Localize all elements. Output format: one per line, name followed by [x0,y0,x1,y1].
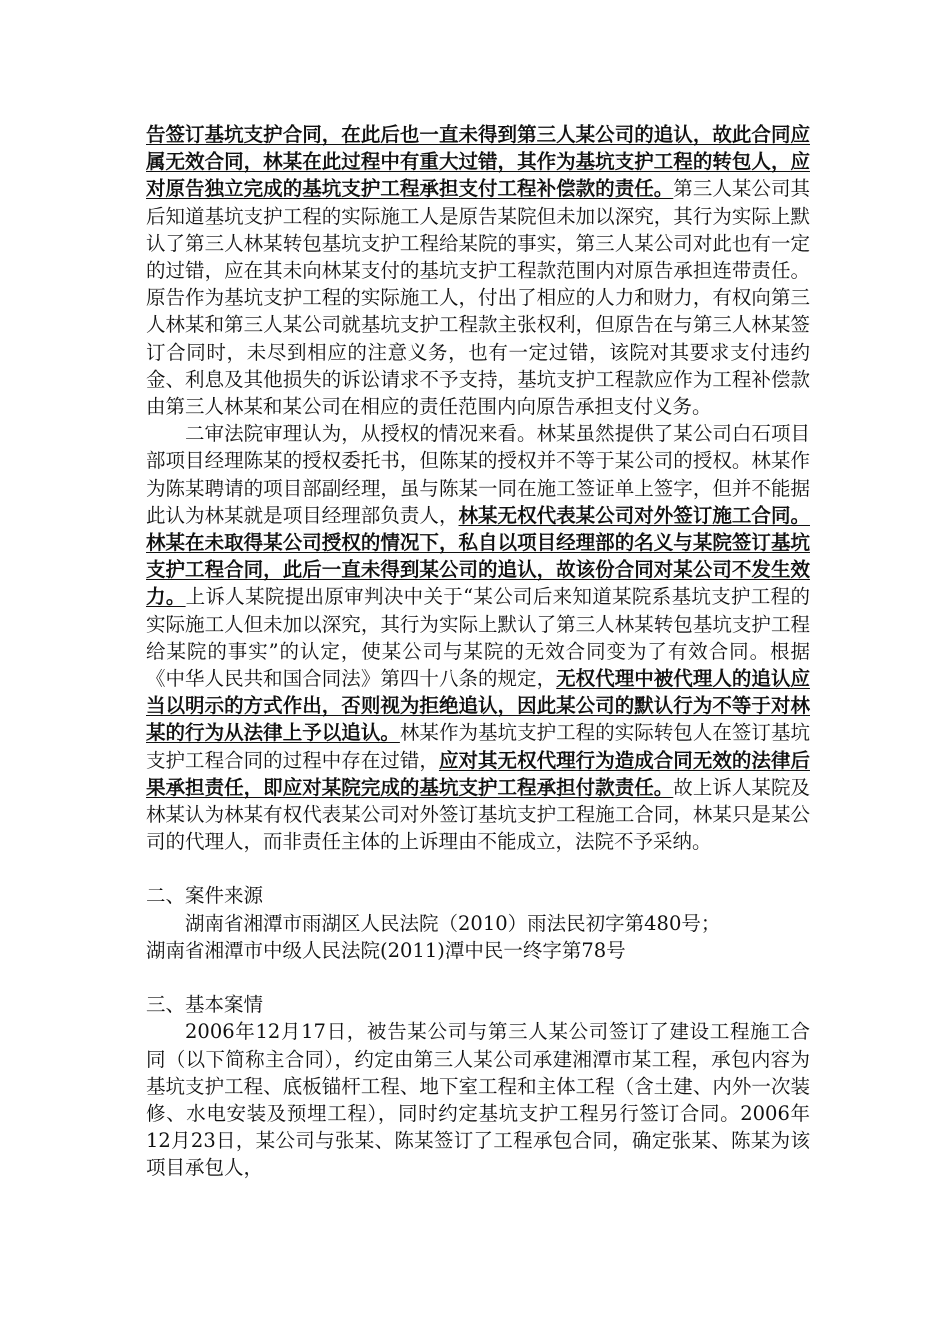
emphasized-text: 应对其无权代理行为造成合同无效的法律后果承担责任，即应对某院完成的基坑支护工程承担付款责任。 [146,748,810,799]
spacer [146,855,810,882]
paragraph-second-instance-reasoning [146,420,810,855]
emphasized-text: 告签订基坑支护合同，在此后也一直未得到第三人某公司的追认，故此合同应属无效合同，林某在此过程中有重大过错，其作为基坑支护工程的转包人，应对原告独立完成的基坑支护工程承担支付工程补偿款的责任。 [146,123,810,201]
body-text: 二审法院审理认为，从授权的情况来看。林某虽然提供了某公司白石项目部项目经理陈某的授权委托书，但陈某的授权并不等于某公司的授权。林某作为陈某聘请的项目部副经理，虽与陈某一同在施工签证单上签字，但并不能据此认为林某就是项目经理部负责人， [146,422,810,527]
emphasized-text: 林某无权代表某公司对外签订施工合同。林某在未取得某公司授权的情况下，私自以项目经理部的名义与某院签订基坑支护工程合同，此后一直未得到某公司的追认，故该份合同对某公司不发生效力。 [146,503,810,609]
body-text: 上诉人某院提出原审判决中关于“某公司后来知道某院系基坑支护工程的实际施工人但未加以深究，其行为实际上默认了第三人林某转包基坑支护工程给某院的事实”的认定，使某公司与某院的无效合同变为了有效合同。根据《中华人民共和国合同法》第四十八条的规定， [146,585,810,691]
section-heading-case-source: 二、案件来源 [146,884,264,908]
case-source-line: 湖南省湘潭市中级人民法院(2011)潭中民一终字第78号 [146,938,626,962]
document-page [146,121,810,1182]
body-text: 第三人某公司其后知道基坑支护工程的实际施工人是原告某院但未加以深究，其行为实际上默认了第三人林某转包基坑支护工程给某院的事实，第三人某公司对此也有一定的过错，应在其未向林某支付的基坑支护工程款范围内对原告承担连带责任。原告作为基坑支护工程的实际施工人，付出了相应的人力和财力，有权向第三人林某和第三人某公司就基坑支护工程款主张权利，但原告在与第三人林某签订合同时，未尽到相应的注意义务，也有一定过错，该院对其要求支付违约金、利息及其他损失的诉讼请求不予支持，基坑支护工程款应作为工程补偿款由第三人林某和某公司在相应的责任范围内向原告承担支付义务。 [146,177,810,419]
case-source-line: 湖南省湘潭市雨湖区人民法院（2010）雨法民初字第480号； [185,911,721,935]
spacer [146,964,810,991]
emphasized-text: 无权代理中被代理人的追认应当以明示的方式作出，否则视为拒绝追认，因此某公司的默认行为不等于对林某的行为从法律上予以追认。 [146,667,810,745]
paragraph-first-instance-reasoning [146,121,810,420]
body-text: 林某作为基坑支护工程的实际转包人在签订基坑支护工程合同的过程中存在过错， [146,721,810,772]
body-text: 故上诉人某院及林某认为林某有权代表某公司对外签订基坑支护工程施工合同，林某只是某公司的代理人，而非责任主体的上诉理由不能成立，法院不予采纳。 [146,775,810,854]
paragraph-basic-facts: 2006年12月17日，被告某公司与第三人某公司签订了建设工程施工合同（以下简称主合同），约定由第三人某公司承建湘潭市某工程，承包内容为基坑支护工程、底板锚杆工程、地下室工程和主体工程（含土建、内外一次装修、水电安装及预埋工程），同时约定基坑支护工程另行签订合同。2006年12月23日，某公司与张某、陈某签订了工程承包合同，确定张某、陈某为该项目承包人， [146,1020,810,1180]
section-heading-basic-facts: 三、基本案情 [146,993,264,1017]
